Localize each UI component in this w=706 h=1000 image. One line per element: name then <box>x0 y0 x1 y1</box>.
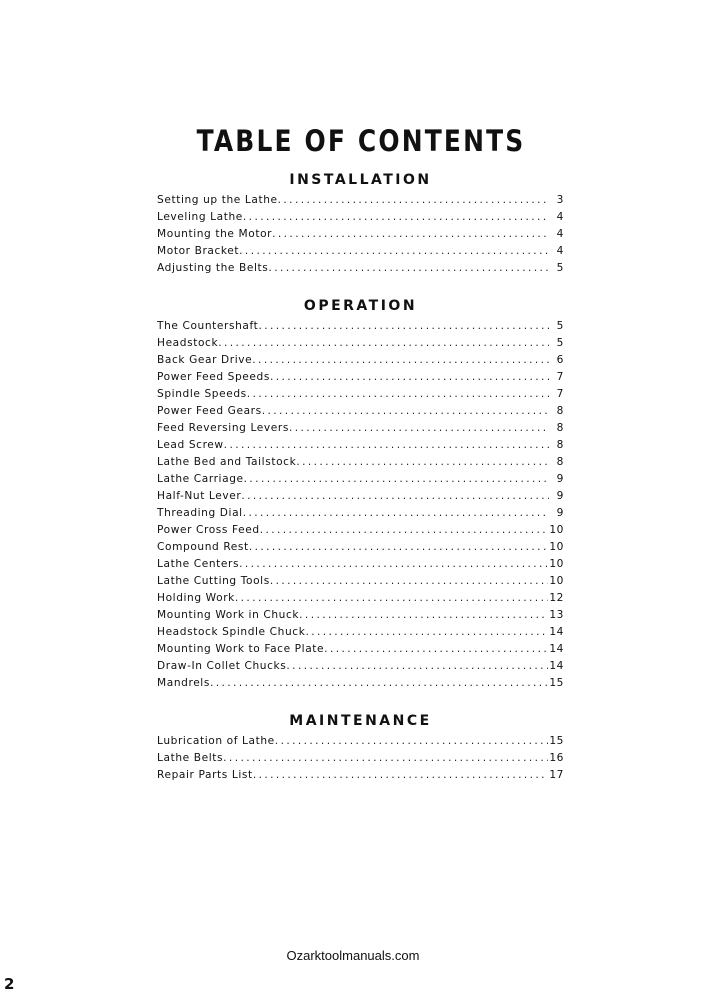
toc-entry-title: Mandrels <box>157 677 210 689</box>
section-installation <box>157 168 564 277</box>
toc-list <box>157 192 564 277</box>
toc-entry-title: Spindle Speeds <box>157 388 247 400</box>
toc-entry <box>157 403 564 420</box>
toc-entry-title: Mounting Work in Chuck <box>157 609 300 621</box>
toc-entry-page: 10 <box>549 541 564 553</box>
dot-leader <box>275 733 549 750</box>
toc-entry-title: Power Feed Speeds <box>157 371 270 383</box>
toc-entry-title: Compound Rest <box>157 541 249 553</box>
toc-entry-title: Lathe Bed and Tailstock <box>157 456 297 468</box>
toc-entry <box>157 226 564 243</box>
dot-leader <box>249 539 549 556</box>
dot-leader <box>289 420 549 437</box>
dot-leader <box>260 522 549 539</box>
toc-entry <box>157 624 564 641</box>
toc-entry-title: Lathe Belts <box>157 752 224 764</box>
toc-entry-page: 14 <box>549 643 564 655</box>
toc-entry-title: Holding Work <box>157 592 235 604</box>
toc-entry-title: Lathe Carriage <box>157 473 244 485</box>
dot-leader <box>272 226 549 243</box>
toc-entry <box>157 488 564 505</box>
toc-entry <box>157 607 564 624</box>
toc-entry-title: Headstock Spindle Chuck <box>157 626 306 638</box>
dot-leader <box>299 607 548 624</box>
toc-entry <box>157 590 564 607</box>
toc-entry <box>157 335 564 352</box>
dot-leader <box>258 318 549 335</box>
toc-entry-page: 15 <box>549 677 564 689</box>
section-heading: INSTALLATION <box>289 172 432 188</box>
toc-entry <box>157 733 564 750</box>
dot-leader <box>243 209 549 226</box>
toc-entry-title: Lead Screw <box>157 439 224 451</box>
toc-entry-title: Back Gear Drive <box>157 354 253 366</box>
toc-entry <box>157 318 564 335</box>
section-heading: OPERATION <box>303 298 418 314</box>
dot-leader <box>270 573 549 590</box>
toc-entry <box>157 750 564 767</box>
toc-entry <box>157 767 564 784</box>
toc-entry-title: Mounting the Motor <box>157 228 273 240</box>
dot-leader <box>286 658 548 675</box>
toc-entry-title: Power Cross Feed <box>157 524 260 536</box>
toc-entry-title: Motor Bracket <box>157 245 240 257</box>
dot-leader <box>270 369 549 386</box>
toc-entry-page: 9 <box>556 490 564 502</box>
toc-entry <box>157 505 564 522</box>
toc-entry-title: Setting up the Lathe <box>157 194 278 206</box>
dot-leader <box>239 243 549 260</box>
toc-entry-page: 9 <box>556 507 564 519</box>
page-number: 2 <box>4 975 15 993</box>
dot-leader <box>268 260 549 277</box>
dot-leader <box>278 192 549 209</box>
toc-entry <box>157 556 564 573</box>
toc-entry-title: Repair Parts List <box>157 769 253 781</box>
toc-entry <box>157 471 564 488</box>
dot-leader <box>305 624 548 641</box>
toc-entry-page: 10 <box>549 524 564 536</box>
toc-entry <box>157 522 564 539</box>
toc-entry-page: 14 <box>549 660 564 672</box>
toc-entry-page: 10 <box>549 575 564 587</box>
dot-leader <box>252 352 549 369</box>
toc-entry-page: 7 <box>556 371 564 383</box>
toc-entry-title: Leveling Lathe <box>157 211 243 223</box>
dot-leader <box>235 590 548 607</box>
toc-entry-title: Lathe Centers <box>157 558 240 570</box>
toc-entry-page: 9 <box>556 473 564 485</box>
footer-website: Ozarktoolmanuals.com <box>286 948 420 963</box>
section-heading: MAINTENANCE <box>289 713 432 729</box>
toc-entry-page: 15 <box>549 735 564 747</box>
toc-entry-page: 3 <box>556 194 564 206</box>
toc-entry-title: Headstock <box>157 337 219 349</box>
toc-entry <box>157 260 564 277</box>
toc-entry-title: Mounting Work to Face Plate <box>157 643 325 655</box>
toc-entry-page: 4 <box>556 245 564 257</box>
dot-leader <box>218 335 549 352</box>
dot-leader <box>262 403 549 420</box>
toc-entry <box>157 192 564 209</box>
dot-leader <box>239 556 548 573</box>
toc-entry <box>157 352 564 369</box>
toc-entry <box>157 420 564 437</box>
toc-entry-page: 5 <box>556 337 564 349</box>
page-title: TABLE OF CONTENTS <box>196 124 526 158</box>
toc-entry-page: 14 <box>549 626 564 638</box>
toc-entry-title: Lubrication of Lathe <box>157 735 275 747</box>
toc-entry-page: 12 <box>549 592 564 604</box>
toc-entry-page: 8 <box>556 422 564 434</box>
dot-leader <box>223 750 548 767</box>
toc-entry-page: 8 <box>556 439 564 451</box>
toc-entry <box>157 675 564 692</box>
dot-leader <box>296 454 549 471</box>
toc-entry-page: 13 <box>549 609 564 621</box>
toc-entry-title: Lathe Cutting Tools <box>157 575 270 587</box>
toc-entry <box>157 369 564 386</box>
toc-entry-title: Draw-In Collet Chucks <box>157 660 287 672</box>
toc-entry-page: 6 <box>556 354 564 366</box>
toc-entry <box>157 209 564 226</box>
toc-entry-title: Adjusting the Belts <box>157 262 269 274</box>
toc-entry-page: 4 <box>556 211 564 223</box>
section-maintenance <box>157 709 564 784</box>
dot-leader <box>243 505 549 522</box>
toc-entry-page: 5 <box>556 320 564 332</box>
dot-leader <box>210 675 548 692</box>
toc-entry <box>157 658 564 675</box>
toc-entry-title: Feed Reversing Levers <box>157 422 289 434</box>
toc-list <box>157 318 564 692</box>
toc-entry-title: Power Feed Gears <box>157 405 262 417</box>
section-operation <box>157 294 564 692</box>
toc-entry <box>157 641 564 658</box>
toc-entry-page: 7 <box>556 388 564 400</box>
toc-entry-page: 8 <box>556 405 564 417</box>
toc-entry-page: 16 <box>549 752 564 764</box>
toc-entry <box>157 243 564 260</box>
dot-leader <box>253 767 549 784</box>
toc-entry <box>157 454 564 471</box>
toc-entry <box>157 437 564 454</box>
toc-entry-page: 4 <box>556 228 564 240</box>
dot-leader <box>224 437 549 454</box>
toc-entry <box>157 573 564 590</box>
toc-entry-title: Half-Nut Lever <box>157 490 242 502</box>
dot-leader <box>324 641 548 658</box>
toc-entry <box>157 386 564 403</box>
dot-leader <box>247 386 549 403</box>
toc-entry-title: The Countershaft <box>157 320 259 332</box>
toc-entry-page: 10 <box>549 558 564 570</box>
toc-entry-page: 5 <box>556 262 564 274</box>
toc-entry <box>157 539 564 556</box>
toc-entry-title: Threading Dial <box>157 507 243 519</box>
dot-leader <box>244 471 549 488</box>
toc-list <box>157 733 564 784</box>
toc-entry-page: 17 <box>549 769 564 781</box>
dot-leader <box>241 488 549 505</box>
toc-entry-page: 8 <box>556 456 564 468</box>
